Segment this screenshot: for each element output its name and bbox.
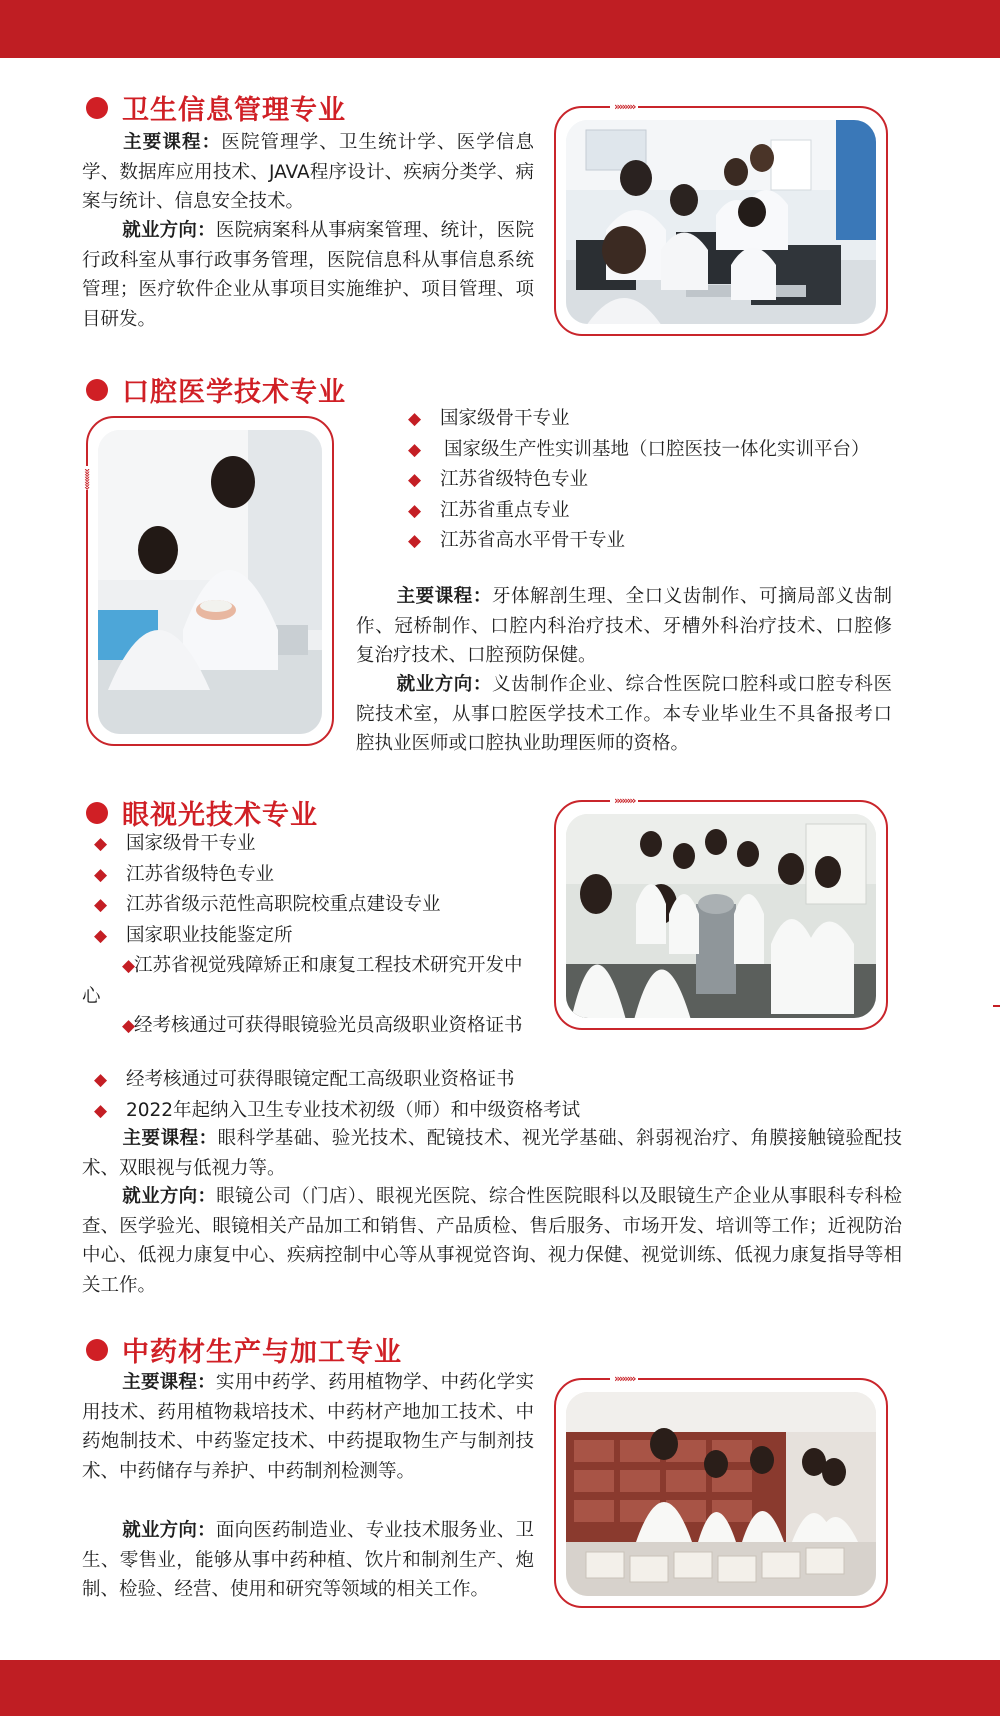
- arrow-mark-icon: »»»»: [610, 795, 638, 807]
- optometry-highlights-cont: [82, 1065, 902, 1126]
- diamond-bullet-icon: ◆: [94, 864, 108, 885]
- diamond-bullet-icon: ◆: [122, 956, 136, 976]
- list-item: ◆ 江苏省级特色专业: [396, 465, 892, 496]
- page-edge-tick: [993, 1005, 1000, 1007]
- courses-label: 主要课程：: [122, 132, 222, 153]
- jobs-text: 眼镜公司（门店）、眼视光医院、综合性医院眼科以及眼镜生产企业从事眼科专科检查、医学验光、眼镜相关产品加工和销售、产品质检、售后服务、市场开发、培训等工作；近视防治中心、低视力康复中心、疾病控制中心等从事视觉咨询、视力保健、视觉训练、低视力康复指导等相关工作。: [82, 1186, 902, 1296]
- jobs-label: 就业方向：: [122, 1520, 216, 1541]
- diamond-bullet-icon: ◆: [408, 531, 422, 551]
- optometry-highlights: [82, 829, 534, 1042]
- section-title-health-info: [86, 88, 346, 127]
- courses-paragraph: [356, 582, 892, 671]
- diamond-bullet-icon: ◆: [122, 1016, 136, 1036]
- courses-text: 医院管理学、卫生统计学、医学信息学、数据库应用技术、JAVA程序设计、疾病分类学、病案与统计、信息安全技术。: [82, 132, 534, 212]
- title-bullet-dot-icon: [86, 1339, 108, 1361]
- jobs-label: 就业方向：: [122, 220, 216, 241]
- photo-frame-dental-tech: [81, 416, 334, 746]
- diamond-bullet-icon: ◆: [408, 470, 422, 490]
- list-item: ◆江苏省视觉残障矫正和康复工程技术研究开发中心: [82, 951, 534, 1011]
- section-title-text: 口腔医学技术专业: [122, 377, 346, 408]
- section-title-text: 卫生信息管理专业: [122, 95, 346, 126]
- courses-text: 牙体解剖生理、全口义齿制作、可摘局部义齿制作、冠桥制作、口腔内科治疗技术、牙槽外科治疗技术、口腔修复治疗技术、口腔预防保健。: [356, 586, 892, 666]
- section-title-text: 眼视光技术专业: [122, 800, 318, 831]
- diamond-bullet-icon: ◆: [94, 1100, 108, 1121]
- courses-paragraph: [82, 1368, 534, 1486]
- top-red-band: [0, 0, 1000, 58]
- diamond-bullet-icon: ◆: [94, 1070, 108, 1090]
- section-title-dental-tech: [86, 370, 346, 409]
- photo-frame-health-info: [554, 100, 888, 336]
- photo-herbal-lab: [566, 1392, 876, 1596]
- section-title-optometry: [86, 793, 318, 832]
- list-item: ◆ 国家级骨干专业: [396, 404, 892, 435]
- jobs-label: 就业方向：: [122, 1186, 217, 1207]
- diamond-bullet-icon: ◆: [94, 834, 108, 854]
- arrow-mark-icon: »»»»: [610, 1373, 638, 1385]
- list-item: ◆ 江苏省级示范性高职院校重点建设专业: [82, 890, 534, 921]
- section-title-herbal-medicine: [86, 1330, 402, 1369]
- jobs-text: 义齿制作企业、综合性医院口腔科或口腔专科医院技术室，从事口腔医学技术工作。本专业毕业生不具备报考口腔执业医师或口腔执业助理医师的资格。: [356, 674, 892, 754]
- title-bullet-dot-icon: [86, 379, 108, 401]
- courses-paragraph: [82, 128, 534, 217]
- list-item: ◆ 国家职业技能鉴定所: [82, 921, 534, 952]
- jobs-paragraph: [356, 670, 892, 759]
- bottom-red-band: [0, 1660, 1000, 1716]
- photo-frame-herbal-medicine: [554, 1372, 888, 1608]
- photo-optometry-lab: [566, 814, 876, 1018]
- courses-text: 眼科学基础、验光技术、配镜技术、视光学基础、斜弱视治疗、角膜接触镜验配技术、双眼视与低视力等。: [82, 1128, 902, 1179]
- courses-paragraph: [82, 1124, 902, 1183]
- list-item: ◆ 江苏省高水平骨干专业: [396, 526, 892, 557]
- courses-label: 主要课程：: [396, 586, 492, 607]
- list-item: ◆经考核通过可获得眼镜验光员高级职业资格证书: [82, 1011, 534, 1042]
- diamond-bullet-icon: ◆: [408, 439, 422, 460]
- diamond-bullet-icon: ◆: [408, 500, 422, 521]
- diamond-bullet-icon: ◆: [94, 895, 108, 915]
- courses-text: 实用中药学、药用植物学、中药化学实用技术、药用植物栽培技术、中药材产地加工技术、中药炮制技术、中药鉴定技术、中药提取物生产与制剂技术、中药储存与养护、中药制剂检测等。: [82, 1372, 534, 1482]
- courses-label: 主要课程：: [122, 1128, 218, 1149]
- photo-computer-lab: [566, 120, 876, 324]
- list-item: ◆ 2022年起纳入卫生专业技术初级（师）和中级资格考试: [82, 1096, 902, 1127]
- arrow-mark-icon: »»»»: [610, 101, 638, 113]
- jobs-paragraph: [82, 216, 534, 334]
- jobs-text: 面向医药制造业、专业技术服务业、卫生、零售业，能够从事中药种植、饮片和制剂生产、炮制、检验、经营、使用和研究等领域的相关工作。: [82, 1520, 534, 1600]
- diamond-bullet-icon: ◆: [94, 925, 108, 946]
- title-bullet-dot-icon: [86, 802, 108, 824]
- section-title-text: 中药材生产与加工专业: [122, 1337, 402, 1368]
- jobs-paragraph: [82, 1516, 534, 1605]
- title-bullet-dot-icon: [86, 97, 108, 119]
- dental-tech-highlights: [396, 404, 892, 557]
- photo-dental-lab: [98, 430, 322, 734]
- jobs-paragraph: [82, 1182, 902, 1300]
- jobs-text: 医院病案科从事病案管理、统计，医院行政科室从事行政事务管理，医院信息科从事信息系统管理；医疗软件企业从事项目实施维护、项目管理、项目研发。: [82, 220, 534, 330]
- photo-frame-optometry: [554, 794, 888, 1030]
- diamond-bullet-icon: ◆: [408, 409, 422, 429]
- list-item: ◆ 江苏省级特色专业: [82, 860, 534, 891]
- jobs-label: 就业方向：: [396, 674, 492, 695]
- arrow-mark-icon: »»»»: [81, 468, 94, 489]
- courses-label: 主要课程：: [122, 1372, 216, 1393]
- list-item: ◆ 经考核通过可获得眼镜定配工高级职业资格证书: [82, 1065, 902, 1096]
- list-item: ◆ 江苏省重点专业: [396, 496, 892, 527]
- list-item: ◆ 国家级骨干专业: [82, 829, 534, 860]
- list-item: ◆ 国家级生产性实训基地（口腔医技一体化实训平台）: [356, 435, 892, 466]
